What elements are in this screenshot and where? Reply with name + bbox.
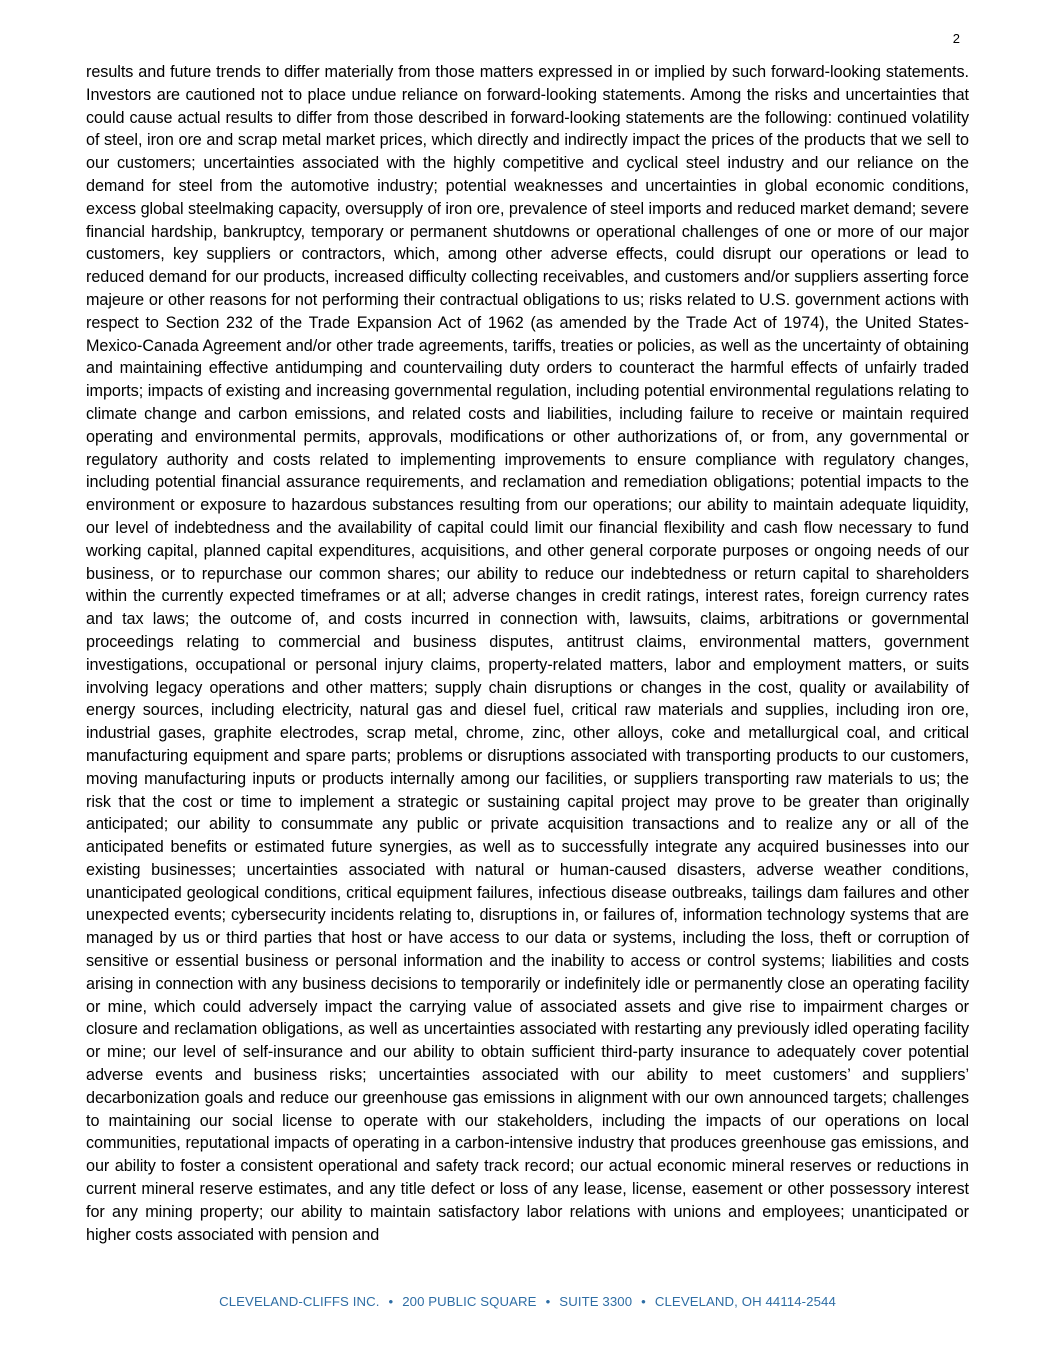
footer-city: CLEVELAND, OH 44114-2544 <box>654 1294 836 1309</box>
footer-separator: • <box>641 1294 646 1309</box>
footer-street: 200 PUBLIC SQUARE <box>402 1294 537 1309</box>
footer-separator: • <box>388 1294 394 1309</box>
footer-separator: • <box>545 1294 551 1309</box>
footer-company: CLEVELAND-CLIFFS INC. <box>219 1294 380 1309</box>
body-paragraph: results and future trends to differ materially from those matters expressed in or implied by such forward-looking statements. Investors are cautioned not to place undue reliance on forward-looking statements. Among the risks and uncertainties that could cause actual results to differ from those described in forward-looking statements are the following: continued volatility of steel, iron ore and scrap metal market prices, which directly and indirectly impact the prices of the products that we sell to our customers; uncertainties associated with the highly competitive and cyclical steel industry and our reliance on the demand for steel from the automotive industry; potential weaknesses and uncertainties in global economic conditions, excess global steelmaking capacity, oversupply of iron ore, prevalence of steel imports and reduced market demand; severe financial hardship, bankruptcy, temporary or permanent shutdowns or operational challenges of one or more of our major customers, key suppliers or contractors, which, among other adverse effects, could disrupt our operations or lead to reduced demand for our products, increased difficulty collecting receivables, and customers and/or suppliers asserting force majeure or other reasons for not performing their contractual obligations to us; risks related to U.S. government actions with respect to Section 232 of the Trade Expansion Act of 1962 (as amended by the Trade Act of 1974), the United States-Mexico-Canada Agreement and/or other trade agreements, tariffs, treaties or policies, as well as the uncertainty of obtaining and maintaining effective antidumping and countervailing duty orders to counteract the harmful effects of unfairly traded imports; impacts of existing and increasing governmental regulation, including potential environmental regulations relating to climate change and carbon emissions, and related costs and liabilities, including failure to receive or maintain required operating and environmental permits, approvals, modifications or other authorizations of, or from, any governmental or regulatory authority and costs related to implementing improvements to ensure compliance with regulatory changes, including potential financial assurance requirements, and reclamation and remediation obligations; potential impacts to the environment or exposure to hazardous substances resulting from our operations; our ability to maintain adequate liquidity, our level of indebtedness and the availability of capital could limit our financial flexibility and cash flow necessary to fund working capital, planned capital expenditures, acquisitions, and other general corporate purposes or ongoing needs of our business, or to repurchase our common shares; our ability to reduce our indebtedness or return capital to shareholders within the currently expected timeframes or at all; adverse changes in credit ratings, interest rates, foreign currency rates and tax laws; the outcome of, and costs incurred in connection with, lawsuits, claims, arbitrations or governmental proceedings relating to commercial and business disputes, antitrust claims, environmental matters, government investigations, occupational or personal injury claims, property-related matters, labor and employment matters, or suits involving legacy operations and other matters; supply chain disruptions or changes in the cost, quality or availability of energy sources, including electricity, natural gas and diesel fuel, critical raw materials and supplies, including iron ore, industrial gases, graphite electrodes, scrap metal, chrome, zinc, other alloys, coke and metallurgical coal, and critical manufacturing equipment and spare parts; problems or disruptions associated with transporting products to our customers, moving manufacturing inputs or products internally among our facilities, or suppliers transporting raw materials to us; the risk that the cost or time to implement a strategic or sustaining capital project may prove to be greater than originally anticipated; our ability to consummate any public or private acquisition transactions and to realize any or all of the anticipated benefits or estimated future synergies, as well as to successfully integrate any acquired businesses into our existing businesses; uncertainties associated with natural or human-caused disasters, adverse weather conditions, unanticipated geological conditions, critical equipment failures, infectious disease outbreaks, tailings dam failures and other unexpected events; cybersecurity incidents relating to, disruptions in, or failures of, information technology systems that are managed by us or third parties that host or have access to our data or systems, including the loss, theft or corruption of sensitive or essential business or personal information and the inability to access or control systems; liabilities and costs arising in connection with any business decisions to temporarily or indefinitely idle or permanently close an operating facility or mine, which could adversely impact the carrying value of associated assets and give rise to impairment charges or closure and reclamation obligations, as well as uncertainties associated with restarting any previously idled operating facility or mine; our level of self-insurance and our ability to obtain sufficient third-party insurance to adequately cover potential adverse events and business risks; uncertainties associated with our ability to meet customers’ and suppliers’ decarbonization goals and reduce our greenhouse gas emissions in alignment with our own announced targets; challenges to maintaining our social license to operate with our stakeholders, including the impacts of our operations on local communities, reputational impacts of operating in a carbon-intensive industry that produces greenhouse gas emissions, and our ability to foster a consistent operational and safety track record; our actual economic mineral reserves or reductions in current mineral reserve estimates, and any title defect or loss of any lease, license, easement or other possessory interest for any mining property; our ability to maintain satisfactory labor relations with unions and employees; unanticipated or higher costs associated with pension and <box>86 63 969 1244</box>
page-number: 2 <box>952 31 960 46</box>
footer-suite: SUITE 3300 <box>559 1294 633 1309</box>
page-footer <box>0 1293 1055 1311</box>
